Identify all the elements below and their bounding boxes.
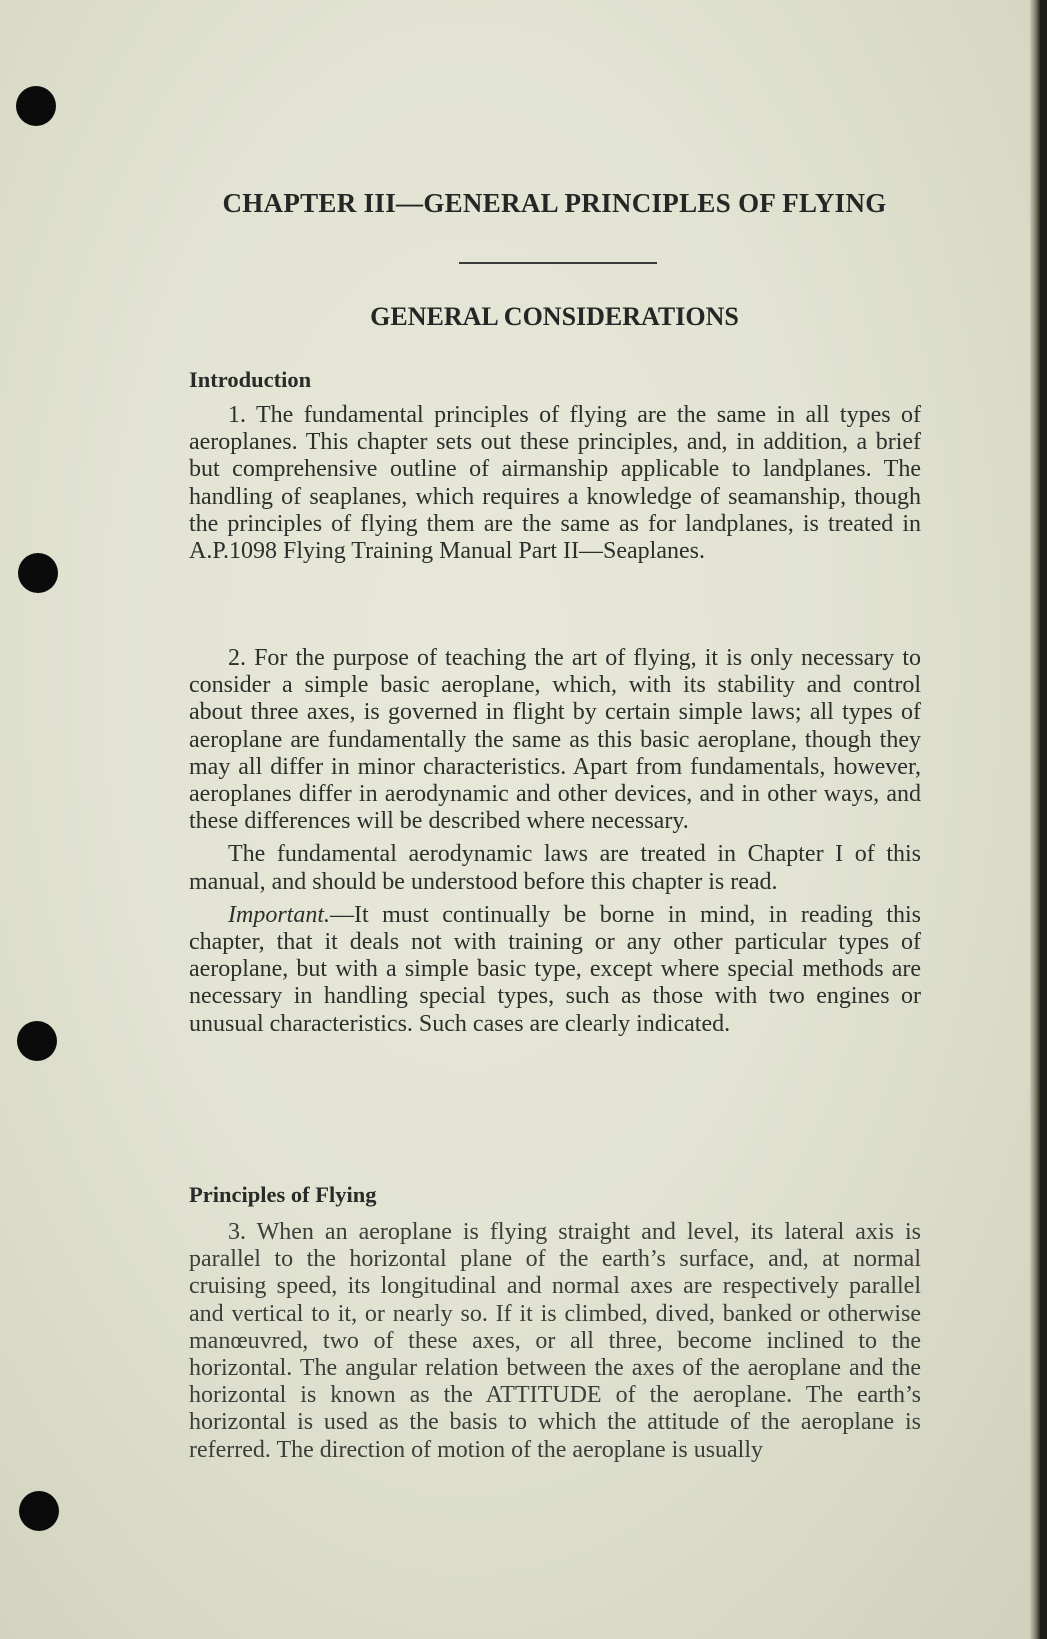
chapter-title: CHAPTER III—GENERAL PRINCIPLES OF FLYING xyxy=(222,188,887,218)
title-divider xyxy=(459,262,657,264)
paragraph-2: 2. For the purpose of teaching the art of flying, it is only necessary to consider a simple basic aeroplane, which, with its stability and control about three axes, is governed in flight by certain simple laws; all types of aeroplane are fundamentally the same as this basic aeroplane, though they may all differ in minor characteristics. Apart from fundamentals, however, aeroplanes differ in aerodynamic and other devices, and in other ways, and these differences will be described where necessary. xyxy=(189,645,921,835)
binder-hole xyxy=(17,1021,57,1061)
paragraph-3: The fundamental aerodynamic laws are treated in Chapter I of this manual, and should be understood before this chapter is read. xyxy=(189,841,921,895)
paragraph-1: 1. The fundamental principles of flying are the same in all types of aeroplanes. This chapter sets out these principles, and, in addition, a brief but comprehensive outline of airmanship applicable to landplanes. The handling of seaplanes, which requires a knowledge of seamanship, though the principles of flying them are the same as for landplanes, is treated in A.P.1098 Flying Training Manual Part II—Seaplanes. xyxy=(189,402,921,565)
important-label: Important. xyxy=(228,901,330,928)
paragraph-4: 3. When an aeroplane is flying straight and level, its lateral axis is parallel to the horizontal plane of the earth’s surface, and, at normal cruising speed, its longitudinal and normal axes are respectively parallel and vertical to it, or nearly so. If it is climbed, dived, banked or otherwise manœuvred, two of these axes, or all three, become inclined to the horizontal. The angular relation between the axes of the aeroplane and the horizontal is known as the ATTITUDE of the aeroplane. The earth’s horizontal is used as the basis to which the attitude of the aeroplane is referred. The direction of motion of the aeroplane is usually xyxy=(189,1219,921,1463)
binder-hole xyxy=(16,86,56,126)
important-text: —It must continually be borne in mind, in reading this chapter, that it deals not with training or any other particular types of aeroplane, but with a simple basic type, except where special methods are necessary in handling special types, such as those with two engines or unusual characteristics. Such cases are clearly indicated. xyxy=(189,901,921,1037)
principles-body xyxy=(189,1219,921,1464)
page-edge-shadow xyxy=(1030,0,1040,1639)
binder-hole xyxy=(18,553,58,593)
introduction-body xyxy=(189,402,921,565)
important-paragraph xyxy=(189,902,921,1038)
introduction-heading: Introduction xyxy=(189,367,312,392)
introduction-body-2 xyxy=(189,645,921,1038)
section-title: GENERAL CONSIDERATIONS xyxy=(370,302,739,331)
binder-hole xyxy=(19,1491,59,1531)
principles-heading: Principles of Flying xyxy=(189,1182,377,1207)
